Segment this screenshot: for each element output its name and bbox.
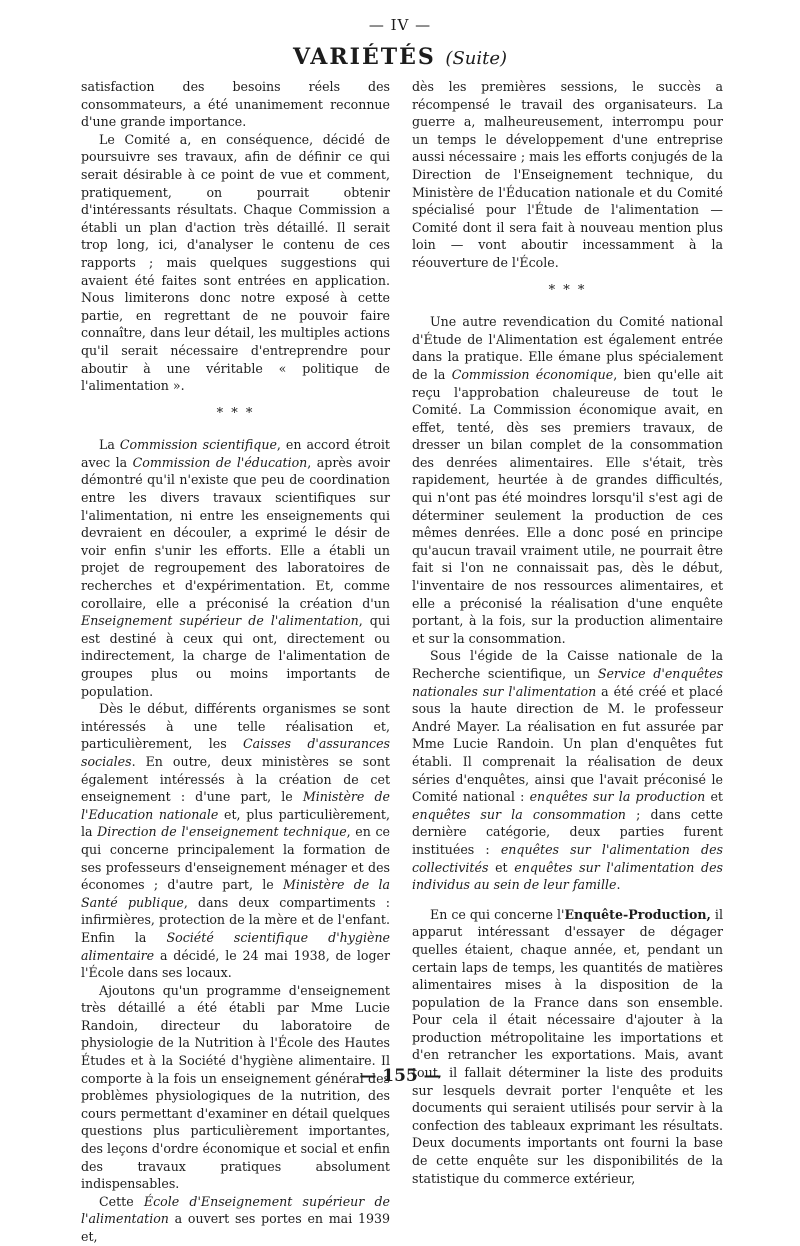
paragraph: dès les premières sessions, le succès a récompensé le travail des organisateurs. La guerre a, malheureusement, interrompu pour un temps le développement d'une entreprise aussi nécessaire ; mais les efforts conjugés de la Direction de l'Enseignement technique, du Ministère de l'Éducation nationale et du Comité spécialisé pour l'Étude de l'alimentation — Comité dont il sera fait à nouveau mention plus loin — vont aboutir incessamment à la réouverture de l'École. [412,79,723,270]
paragraph: satisfaction des besoins réels des consommateurs, a été unanimement reconnue d'une grande importance. [81,79,390,130]
paragraph: Le Comité a, en conséquence, décidé de poursuivre ses travaux, afin de définir ce qui serait désirable à ce point de vue et comment, pratiquement, on pourrait obtenir d'intéressants résultats. Chaque Commission a établi un plan d'action très détaillé. Il serait trop long, ici, d'analyser le contenu de ces rapports ; mais quelques suggestions qui avaient été faites sont entrées en application. Nous limiterons donc notre exposé à cette partie, en regrettant de ne pouvoir faire connaître, dans leur détail, les multiples actions qu'il serait nécessaire d'entreprendre pour aboutir à une véritable « politique de l'alimentation ». [81,131,390,394]
paragraph: Cette École d'Enseignement supérieur de l'alimentation a ouvert ses portes en mai 1939 et, [81,1193,390,1244]
paragraph: Sous l'égide de la Caisse nationale de la Recherche scientifique, un Service d'enquêtes nationales sur l'alimentation a été créé et placé sous la haute direction de M. le professeur André Mayer. La réalisation en fut assurée par Mme Lucie Randoin. Un plan d'enquêtes fut établi. Il comprenait la réalisation de deux séries d'enquêtes, ainsi que l'avait préconisé le Comité national : enquêtes sur la production et enquêtes sur la consommation ; dans cette dernière catégorie, deux parties furent instituées : enquêtes sur l'alimentation des collectivités et enquêtes sur l'alimentation des individus au sein de leur famille. [412,648,723,893]
page-number: — 155 — [359,1066,441,1086]
paragraph: La Commission scientifique, en accord étroit avec la Commission de l'éducation, après avoir démontré qu'il n'existe que peu de coordination entre les divers travaux scientifiques sur l'alimentation, ni entre les enseignements qui devraient en découler, a exprimé le désir de voir enfin s'unir les efforts. Elle a établi un projet de regroupement des laboratoires de recherches et d'expérimentation. Et, comme corollaire, elle a préconisé la création d'un Enseignement supérieur de l'alimentation, qui est destiné à ceux qui ont, directement ou indirectement, la charge de l'alimentation de groupes plus ou moins importants de population. [81,437,390,699]
section-title-text: VARIÉTÉS [292,44,436,70]
roman-page-number: — IV — [368,16,432,34]
paragraph: Ajoutons qu'un programme d'enseignement très détaillé a été établi par Mme Lucie Randoin, directeur du laboratoire de physiologie de la Nutrition à l'École des Hautes Études et à la Société d'hygiène alimentaire. Il comporte à la fois un enseignement général des problèmes physiologiques de la nutrition, des cours permettant d'examiner en détail quelques questions plus particulièrement importantes, des leçons d'ordre économique et social et enfin des travaux pratiques absolument indispensables. [81,982,390,1192]
section-title-suffix: (Suite) [445,48,508,69]
section-separator: * * * [548,282,587,298]
paragraph: Une autre revendication du Comité national d'Étude de l'Alimentation est également entrée dans la pratique. Elle émane plus spécialement de la Commission économique, bien qu'elle ait reçu l'approbation chaleureuse de tout le Comité. La Commission économique avait, en effet, tenté, dès ses premiers travaux, de dresser un bilan complet de la consommation des denrées alimentaires. Elle s'était, très rapidement, heurtée à de grandes difficultés, qui n'ont pas été moindres lorsqu'il s'est agi de déterminer seulement la production de ces mêmes denrées. Elle a donc posé en principe qu'aucun travail vraiment utile, ne pourrait être fait si l'on ne connaissait pas, dès le début, l'inventaire de nos ressources alimentaires, et elle a préconisé la réalisation d'une enquête portant, à la fois, sur la production alimentaire et sur la consommation. [412,314,724,646]
section-separator: * * * [216,405,255,421]
right-column [412,78,723,1187]
paragraph: Dès le début, différents organismes se sont intéressés à une telle réalisation et, particulièrement, les Caisses d'assurances sociales. En outre, deux ministères se sont également intéressés à la création de cet enseignement : d'une part, le Ministère de l'Education nationale et, plus particulièrement, la Direction de l'enseignement technique, en ce qui concerne principalement la formation de ses professeurs d'enseignement ménager et des économes ; d'autre part, le Ministère de la Santé publique, dans deux compartiments : infirmières, protection de la mère et de l'enfant. Enfin la Société scientifique d'hygiène alimentaire a décidé, le 24 mai 1938, de loger l'École dans ses locaux. [81,701,391,981]
section-title [0,44,800,70]
paragraph: En ce qui concerne l'Enquête-Production, il apparut intéressant d'essayer de dégager quelles étaient, chaque année, et, pendant un certain laps de temps, les quantités de matières alimentaires mises à la disposition de la population de la France dans son ensemble. Pour cela il était nécessaire d'ajouter à la production métropolitaine les importations et d'en retrancher les exportations. Mais, avant tout, il fallait déterminer la liste des produits sur lesquels devrait porter l'enquête et les documents qui seraient utilisés pour servir à la confection des tableaux exprimant les résultats. Deux documents importants ont fourni la base de cette enquête sur les disponibilités de la statistique du commerce extérieur, [412,906,723,1186]
